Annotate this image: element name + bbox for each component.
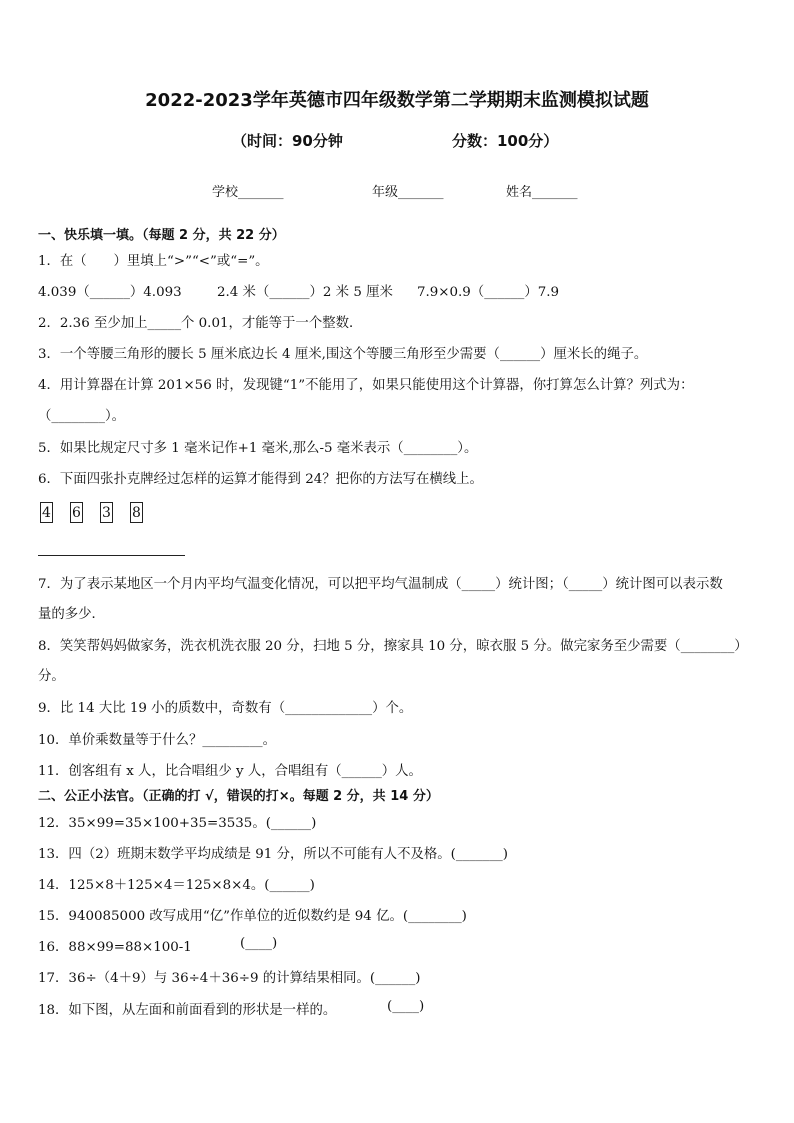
question-1: 1．在（ ）里填上“>”“<”或“=”。 <box>38 254 269 269</box>
question-1c: 7.9×0.9（______）7.9 <box>417 285 560 300</box>
question-4: 4．用计算器在计算 201×56 时，发现键“1”不能用了，如果只能使用这个计算器，你打算怎么计算？列式为： <box>38 378 694 393</box>
grade-field: 年级_______ <box>372 185 444 200</box>
poker-card: 4 <box>40 502 53 523</box>
question-18-answer: (____) <box>387 999 425 1014</box>
question-2: 2．2.36 至少加上_____个 0.01，才能等于一个整数． <box>38 316 363 331</box>
question-13: 13．四（2）班期末数学平均成绩是 91 分，所以不可能有人不及格。(_______) <box>38 847 508 862</box>
question-14: 14．125×8＋125×4＝125×8×4。(______) <box>38 878 315 893</box>
poker-card: 6 <box>70 502 83 523</box>
exam-time: （时间：90分钟 <box>232 132 343 150</box>
question-7: 7．为了表示某地区一个月内平均气温变化情况，可以把平均气温制成（_____）统计图；（_____）统计图可以表示数 <box>38 577 723 592</box>
poker-card: 8 <box>130 502 143 523</box>
section-2-heading: 二、公正小法官。（正确的打 √，错误的打×。每题 2 分，共 14 分） <box>38 789 439 804</box>
question-9: 9．比 14 大比 19 小的质数中，奇数有（_____________）个。 <box>38 701 413 716</box>
question-8-continued: 分。 <box>38 669 65 684</box>
section-1-heading: 一、快乐填一填。（每题 2 分，共 22 分） <box>38 228 285 243</box>
poker-card: 3 <box>100 502 113 523</box>
question-1a: 4.039（______）4.093 <box>38 285 182 300</box>
question-10: 10．单价乘数量等于什么？_________。 <box>38 733 276 748</box>
answer-underline <box>38 555 185 556</box>
question-15: 15．940085000 改写成用“亿”作单位的近似数约是 94 亿。(________) <box>38 909 467 924</box>
question-4-answer: （________）。 <box>38 409 126 424</box>
question-12: 12．35×99=35×100+35=3535。(______) <box>38 816 317 831</box>
question-7-continued: 量的多少． <box>38 607 105 622</box>
school-field: 学校_______ <box>212 185 284 200</box>
question-1b: 2.4 米（______）2 米 5 厘米 <box>217 285 393 300</box>
question-11: 11．创客组有 x 人，比合唱组少 y 人，合唱组有（______）人。 <box>38 764 422 779</box>
page-title: 2022-2023学年英德市四年级数学第二学期期末监测模拟试题 <box>145 90 649 111</box>
question-6: 6．下面四张扑克牌经过怎样的运算才能得到 24？把你的方法写在横线上。 <box>38 472 483 487</box>
exam-score: 分数：100分） <box>452 132 559 150</box>
poker-cards <box>40 502 143 523</box>
question-16-answer: (____) <box>240 936 278 951</box>
question-17: 17．36÷（4＋9）与 36÷4＋36÷9 的计算结果相同。(______) <box>38 971 421 986</box>
name-field: 姓名_______ <box>506 185 578 200</box>
question-16: 16．88×99=88×100-1 <box>38 940 192 955</box>
question-8: 8．笑笑帮妈妈做家务，洗衣机洗衣服 20 分，扫地 5 分，擦家具 10 分，晾衣服 5 分。做完家务至少需要（________） <box>38 639 748 654</box>
question-3: 3．一个等腰三角形的腰长 5 厘米底边长 4 厘米,围这个等腰三角形至少需要（______）厘米长的绳子。 <box>38 347 648 362</box>
question-5: 5．如果比规定尺寸多 1 毫米记作+1 毫米,那么-5 毫米表示（________）。 <box>38 441 478 456</box>
question-18: 18．如下图，从左面和前面看到的形状是一样的。 <box>38 1003 337 1018</box>
